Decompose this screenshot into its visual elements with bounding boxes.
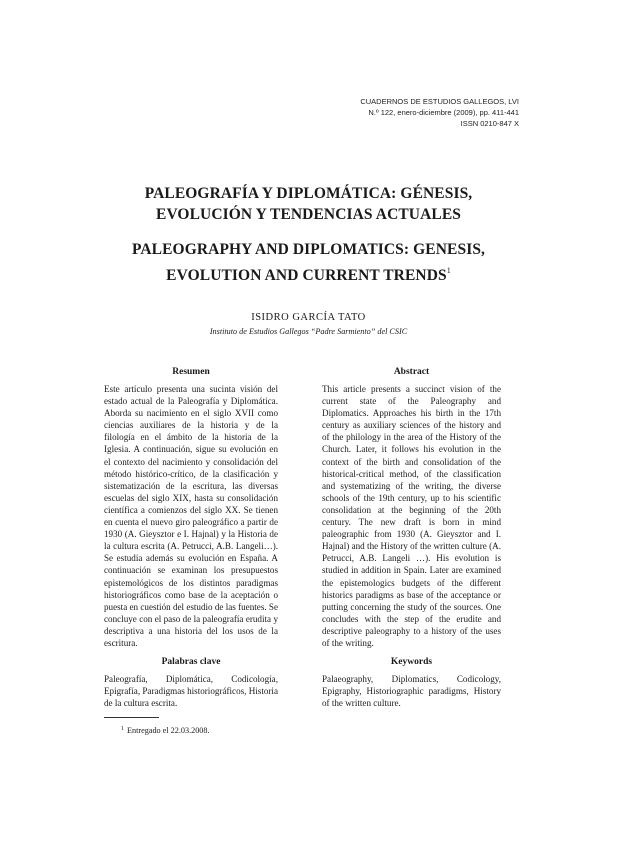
journal-issn: ISSN 0210-847 X <box>460 119 519 128</box>
title-en-line1: PALEOGRAPHY AND DIPLOMATICS: GENESIS, <box>131 241 486 258</box>
keywords-heading: Keywords <box>390 657 433 667</box>
footnote-text: Entregado el 22.03.2008. <box>127 726 210 735</box>
journal-header <box>360 96 519 129</box>
title-en-line2: EVOLUTION AND CURRENT TRENDS <box>166 267 447 284</box>
abstract-text: This article presents a succinct vision of the current state of the Paleography and Diplomatics. Approaches his birth in the 17th century as auxiliary sciences of the history and of the philology in the area of the History of the Church. Later, it follows his evolution in the context of the birth and consolidation of the historical-critical method, of the classification and systematizing of the writing, the diverse schools of the 19th century, up to his scientific consolidation at the beginning of the 20th century. The new draft is born in mind paleographic from 1930 (A. Gieysztor and I. Hajnal) and the History of the written culture (A. Petrucci, A.B. Langeli …). His evolution is studied in addition in Spain. Later are examined the epistemologics budgets of the different historics paradigms as base of the acceptance or putting concerning the study of the sources. One concludes with the step of the erudite and descriptive paleography to a history of the uses of the writing. <box>322 384 501 648</box>
author-affiliation: Instituto de Estudios Gallegos “Padre Sarmiento” del CSIC <box>209 327 408 336</box>
journal-issue: N.º 122, enero-diciembre (2009), pp. 411-441 <box>368 108 519 117</box>
title-footnote-ref: 1 <box>446 266 451 275</box>
title-es-line1: PALEOGRAFÍA Y DIPLOMÁTICA: GÉNESIS, <box>144 185 473 202</box>
title-es-line2: EVOLUCIÓN Y TENDENCIAS ACTUALES <box>156 206 461 223</box>
palabras-clave-text: Paleografía, Diplomática, Codicología, Epigrafía, Paradigmas historiográficos, Historia de la cultura escrita. <box>104 674 278 709</box>
resumen-heading: Resumen <box>172 367 210 377</box>
abstract-section <box>322 367 501 649</box>
palabras-clave-section <box>104 657 278 709</box>
resumen-section <box>104 367 278 649</box>
footnote-number: 1 <box>121 726 124 732</box>
palabras-clave-heading: Palabras clave <box>161 657 221 667</box>
resumen-text: Este artículo presenta una sucinta visión del estado actual de la Paleografía y Diplomática. Aborda su nacimiento en el siglo XVII como ciencias auxiliares de la historia y de la filología en el ámbito de la historia de la Iglesia. A continuación, sigue su evolución en el contexto del nacimiento y consolidación del método histórico-crítico, de la clasificación y sistematización de la escritura, las diversas escuelas del siglo XIX, hasta su consolidación científica a comienzos del siglo XX. Se tienen en cuenta el nuevo giro paleográfico a partir de 1930 (A. Gieysztor e I. Hajnal) y la Historia de la cultura escrita (A. Petrucci, A.B. Langeli…). Se estudia además su evolución en España. A continuación se examinan los presupuestos epistemológicos de los distintos paradigmas historiográficos como base de la aceptación o puesta en cuestión del estudio de las fuentes. Se concluye con el paso de la paleografía erudita y descriptiva a una historia del los usos de la escritura. <box>104 384 278 648</box>
keywords-text: Palaeography, Diplomatics, Codicology, Epigraphy, Historiographic paradigms, History of the written culture. <box>322 674 501 709</box>
abstract-heading: Abstract <box>393 367 430 377</box>
keywords-section <box>322 657 501 709</box>
title-english <box>0 239 617 286</box>
footnote-divider <box>104 717 159 718</box>
title-spanish <box>0 183 617 225</box>
journal-name: CUADERNOS DE ESTUDIOS GALLEGOS, LVI <box>360 97 519 106</box>
author-name: ISIDRO GARCÍA TATO <box>251 312 366 323</box>
title-en-line2-wrap <box>0 260 617 286</box>
footnote <box>121 726 210 735</box>
